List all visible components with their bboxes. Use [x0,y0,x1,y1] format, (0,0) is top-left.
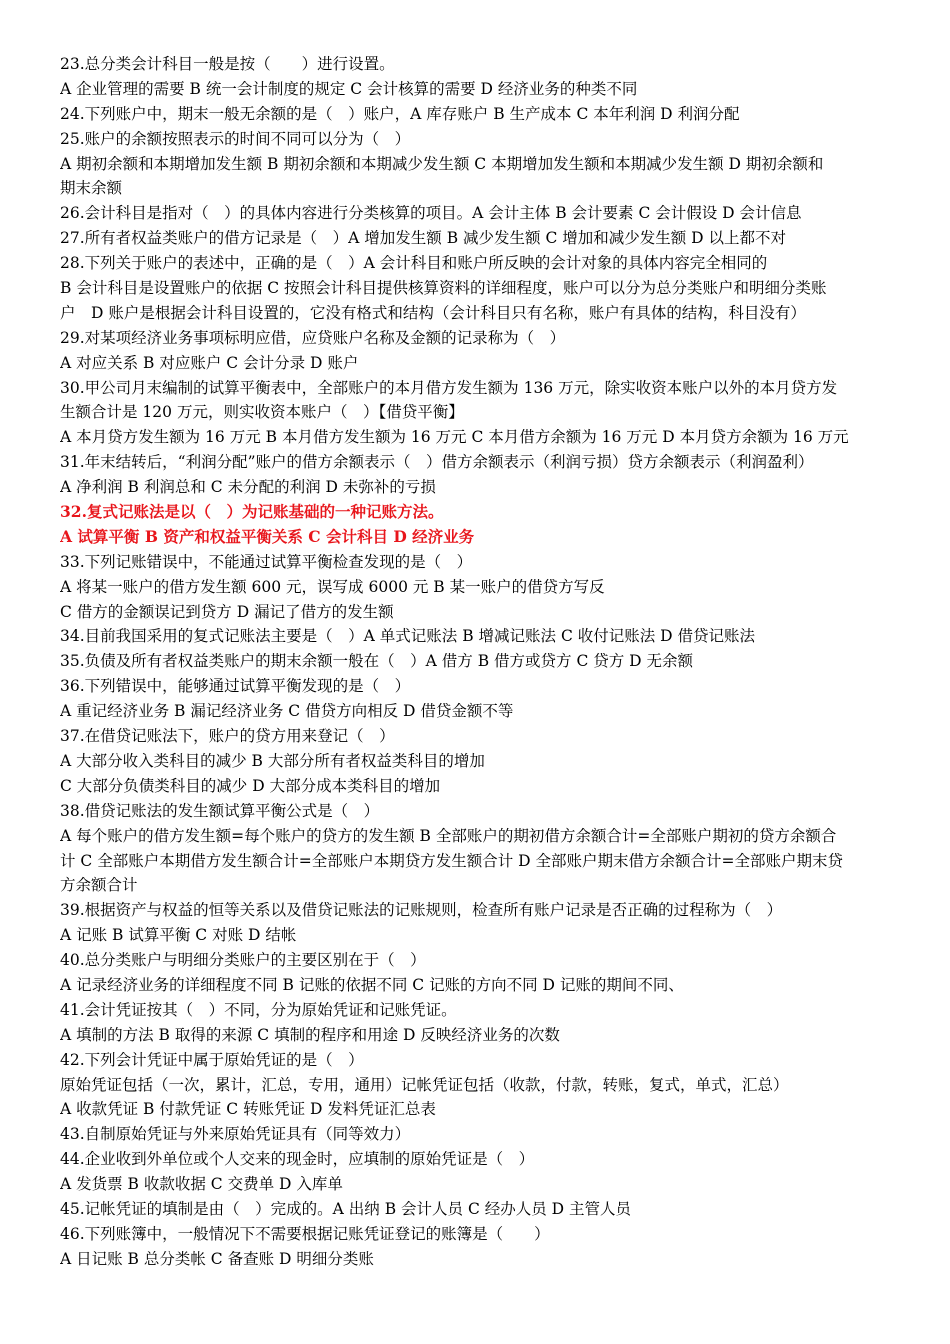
q28-options: B 会计科目是设置账户的依据 C 按照会计科目提供核算资料的详细程度，账户可以分为总分类账户和明细分类账 [60,279,827,298]
q30-question-cont: 生额合计是 120 万元，则实收资本账户（ ）【借贷平衡】 [60,403,464,422]
q32-question-highlighted: 32.复式记账法是以（ ）为记账基础的一种记账方法。 [60,502,444,522]
q37-question: 37.在借贷记账法下，账户的贷方用来登记（ ） [60,727,395,746]
q42-options: A 收款凭证 B 付款凭证 C 转账凭证 D 发料凭证汇总表 [60,1100,436,1119]
q23-question: 23.总分类会计科目一般是按（ ）进行设置。 [60,55,395,73]
q23-options: A 企业管理的需要 B 统一会计制度的规定 C 会计核算的需要 D 经济业务的种类不同 [60,79,638,98]
q29-options: A 对应关系 B 对应账户 C 会计分录 D 账户 [60,353,359,372]
q37-options: A 大部分收入类科目的减少 B 大部分所有者权益类科目的增加 [60,751,485,770]
q32-options-highlighted: A 试算平衡 B 资产和权益平衡关系 C 会计科目 D 经济业务 [60,526,475,546]
q40-options: A 记录经济业务的详细程度不同 B 记账的依据不同 C 记账的方向不同 D 记账的期间不同、 [60,975,684,994]
q42-question: 42.下列会计凭证中属于原始凭证的是（ ） [60,1050,364,1069]
q34-question: 34.目前我国采用的复式记账法主要是（ ）A 单式记账法 B 增减记账法 C 收付记账法 D 借贷记账法 [60,627,756,646]
q38-options: A 每个账户的借方发生额=每个账户的贷方的发生额 B 全部账户的期初借方余额合计=全部账户期初的贷方余额合 [60,826,837,845]
q33-options-cont: C 借方的金额误记到贷方 D 漏记了借方的发生额 [60,602,394,621]
q28-question: 28.下列关于账户的表述中，正确的是（ ）A 会计科目和账户所反映的会计对象的具体内容完全相同的 [60,254,768,273]
q40-question: 40.总分类账户与明细分类账户的主要区别在于（ ） [60,951,426,970]
q39-question: 39.根据资产与权益的恒等关系以及借贷记账法的记账规则，检查所有账户记录是否正确的过程称为（ ） [60,901,783,920]
q29-question: 29.对某项经济业务事项标明应借，应贷账户名称及金额的记录称为（ ） [60,328,566,347]
q35-question: 35.负债及所有者权益类账户的期末余额一般在（ ）A 借方 B 借方或贷方 C 贷方 D 无余额 [60,652,694,671]
q36-options: A 重记经济业务 B 漏记经济业务 C 借贷方向相反 D 借贷金额不等 [60,702,514,721]
q37-options-cont: C 大部分负债类科目的减少 D 大部分成本类科目的增加 [60,776,441,795]
q38-options-cont: 计 C 全部账户本期借方发生额合计=全部账户本期贷方发生额合计 D 全部账户期末借方余额合计=全部账户期末贷 [60,851,843,870]
q46-options: A 日记账 B 总分类帐 C 备查账 D 明细分类账 [60,1249,374,1268]
q41-options: A 填制的方法 B 取得的来源 C 填制的程序和用途 D 反映经济业务的次数 [60,1025,560,1044]
q33-options: A 将某一账户的借方发生额 600 元，误写成 6000 元 B 某一账户的借贷方写反 [60,577,605,596]
q42-note: 原始凭证包括（一次，累计，汇总，专用，通用）记帐凭证包括（收款，付款，转账，复式，单式，汇总） [60,1075,789,1094]
q39-options: A 记账 B 试算平衡 C 对账 D 结帐 [60,926,297,945]
q33-question: 33.下列记账错误中，不能通过试算平衡检查发现的是（ ） [60,552,473,571]
q44-options: A 发货票 B 收款收据 C 交费单 D 入库单 [60,1175,343,1194]
q44-question: 44.企业收到外单位或个人交来的现金时，应填制的原始凭证是（ ） [60,1150,535,1169]
q31-question: 31.年末结转后，“利润分配”账户的借方余额表示（ ）借方余额表示（利润亏损）贷方余额表示（利润盈利） [60,453,814,472]
q31-options: A 净利润 B 利润总和 C 未分配的利润 D 未弥补的亏损 [60,478,436,497]
q25-question: 25.账户的余额按照表示的时间不同可以分为（ ） [60,129,411,148]
q45-question: 45.记帐凭证的填制是由（ ）完成的。A 出纳 B 会计人员 C 经办人员 D 主管人员 [60,1199,632,1218]
q41-question: 41.会计凭证按其（ ）不同，分为原始凭证和记账凭证。 [60,1000,457,1019]
q26-question: 26.会计科目是指对（ ）的具体内容进行分类核算的项目。A 会计主体 B 会计要素 C 会计假设 D 会计信息 [60,204,802,223]
q36-question: 36.下列错误中，能够通过试算平衡发现的是（ ） [60,677,411,696]
q43-question: 43.自制原始凭证与外来原始凭证具有（同等效力） [60,1125,411,1144]
q46-question: 46.下列账簿中，一般情况下不需要根据记账凭证登记的账簿是（ ） [60,1224,550,1243]
q38-question: 38.借贷记账法的发生额试算平衡公式是（ ） [60,801,380,820]
q30-question: 30.甲公司月末编制的试算平衡表中，全部账户的本月借方发生额为 136 万元，除实收资本账户以外的本月贷方发 [60,378,838,397]
q25-options: A 期初余额和本期增加发生额 B 期初余额和本期减少发生额 C 本期增加发生额和本期减少发生额 D 期初余额和 [60,154,824,173]
q27-question: 27.所有者权益类账户的借方记录是（ ）A 增加发生额 B 减少发生额 C 增加和减少发生额 D 以上都不对 [60,229,787,248]
q28-options-cont: 户 D 账户是根据会计科目设置的，它没有格式和结构（会计科目只有名称，账户有具体的结构，科目没有） [60,303,806,322]
q24-question: 24.下列账户中，期末一般无余额的是（ ）账户，A 库存账户 B 生产成本 C 本年利润 D 利润分配 [60,104,740,123]
q25-options-cont: 期末余额 [60,179,123,198]
q30-options: A 本月贷方发生额为 16 万元 B 本月借方发生额为 16 万元 C 本月借方余额为 16 万元 D 本月贷方余额为 16 万元 [60,428,849,447]
q38-options-end: 方余额合计 [60,876,138,895]
